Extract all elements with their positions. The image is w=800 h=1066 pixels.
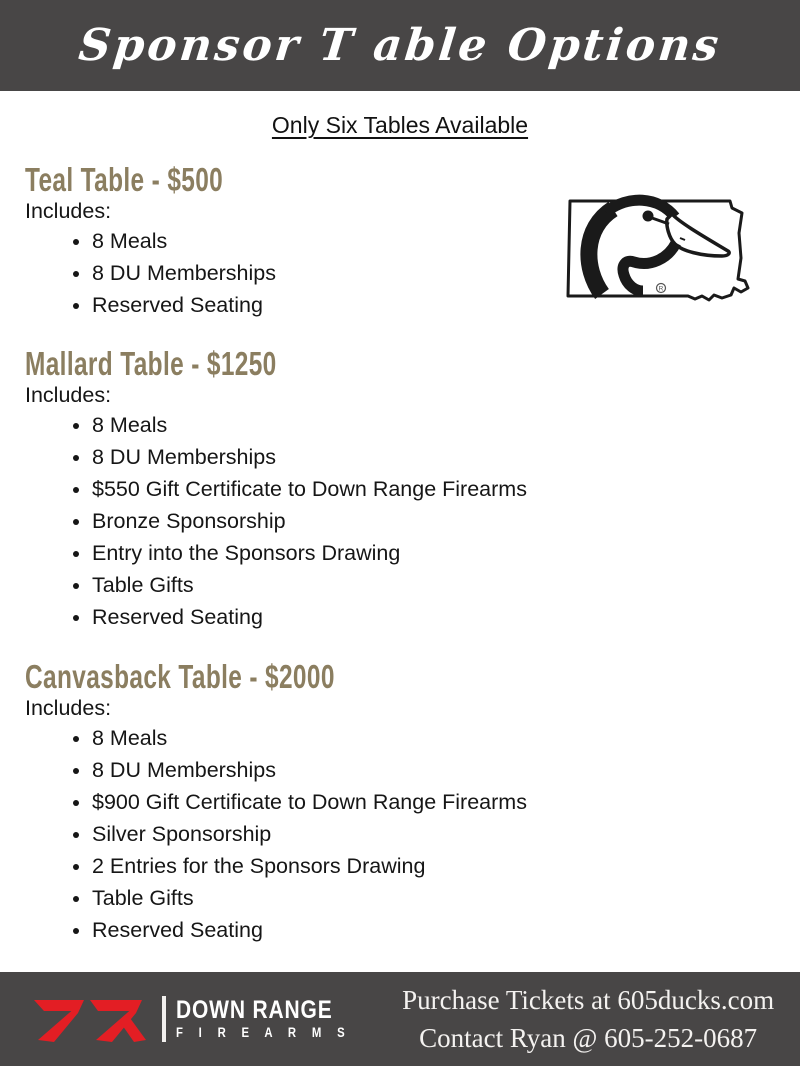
benefit-item: • 8 DU Memberships [92,441,800,473]
purchase-tickets-line: Purchase Tickets at 605ducks.com [402,985,775,1015]
brand-divider [162,996,166,1042]
benefit-item: • Reserved Seating [92,289,800,321]
down-range-firearms-logo [20,994,384,1044]
benefit-item: • Silver Sponsorship [92,818,800,850]
mallard-benefits-list [75,409,800,633]
page-title: Sponsor T able Options [76,20,724,71]
benefit-item: • Entry into the Sponsors Drawing [92,537,800,569]
canvasback-table-heading: Canvasback Table - $2000 [25,658,335,695]
benefit-item: • 8 DU Memberships [92,257,800,289]
teal-table-heading: Teal Table - $500 [25,161,224,198]
duck-eye [643,211,654,222]
benefit-item: • 8 Meals [92,722,800,754]
benefit-item: • Table Gifts [92,569,800,601]
benefit-item: • 8 DU Memberships [92,754,800,786]
benefit-item: • 2 Entries for the Sponsors Drawing [92,850,800,882]
section-mallard-table [25,346,800,633]
benefit-item: • 8 Meals [92,225,800,257]
contact-line: Contact Ryan @ 605-252-0687 [419,1023,758,1053]
benefit-item: • Bronze Sponsorship [92,505,800,537]
canvasback-benefits-list [75,722,800,946]
mallard-table-heading: Mallard Table - $1250 [25,345,277,382]
header-banner [0,0,800,91]
includes-label: Includes: [25,383,112,407]
brand-name-line1: DOWN RANGE [176,995,333,1024]
section-canvasback-table [25,659,800,946]
dr-monogram-icon [20,994,148,1044]
includes-label: Includes: [25,696,112,720]
benefit-item: • $550 Gift Certificate to Down Range Firearms [92,473,800,505]
brand-name [176,997,351,1042]
benefit-item: • $900 Gift Certificate to Down Range Firearms [92,786,800,818]
ducks-unlimited-south-dakota-logo [528,183,798,323]
availability-note: Only Six Tables Available [271,112,529,138]
benefit-item: • 8 Meals [92,409,800,441]
footer-banner [0,972,800,1066]
benefit-item: • Reserved Seating [92,914,800,946]
registered-mark: R [658,285,664,293]
footer-contact-block [384,981,800,1057]
brand-name-line2: F I R E A R M S [176,1024,351,1040]
benefit-item: • Reserved Seating [92,601,800,633]
benefit-item: • Table Gifts [92,882,800,914]
includes-label: Includes: [25,199,112,223]
